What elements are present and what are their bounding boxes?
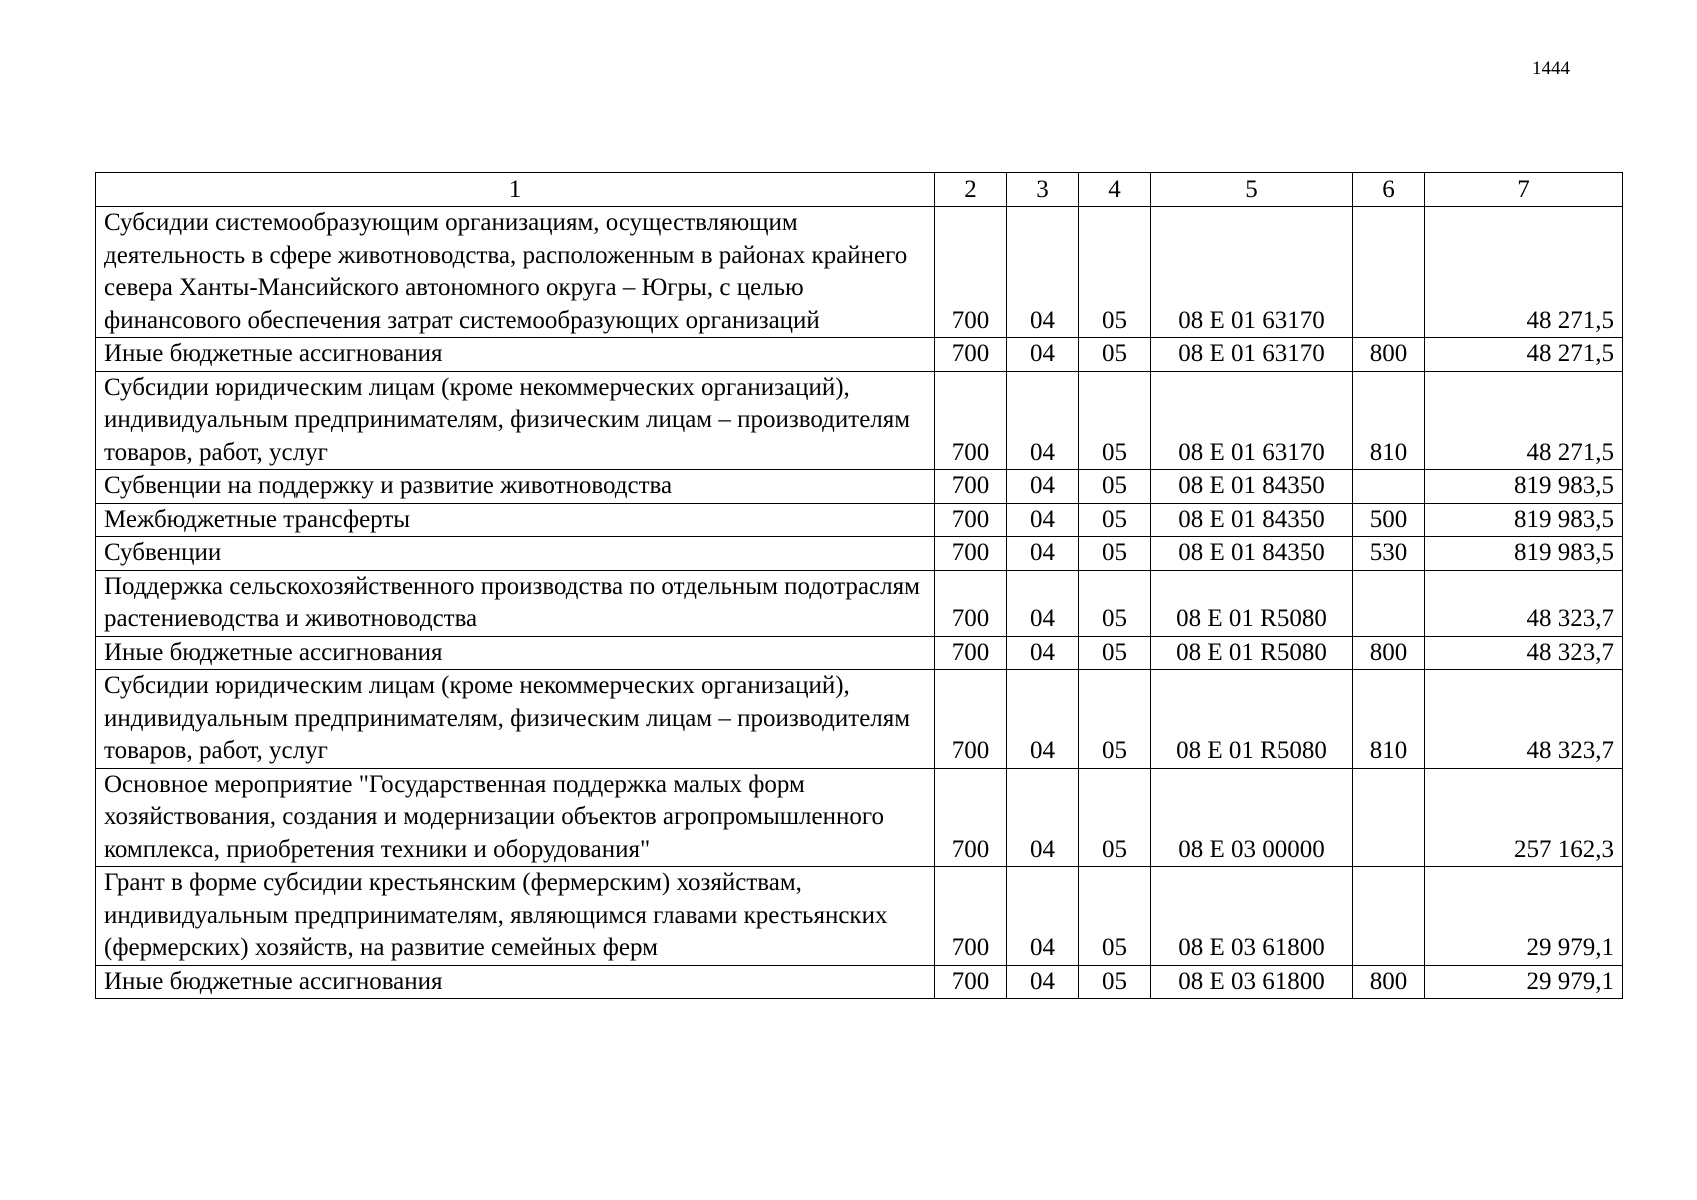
cell-amount: 819 983,5 — [1425, 537, 1623, 571]
cell-c5: 08 Е 03 00000 — [1151, 768, 1353, 867]
table-row — [96, 636, 1623, 670]
cell-c4: 05 — [1079, 503, 1151, 537]
cell-c4: 05 — [1079, 636, 1151, 670]
cell-c4: 05 — [1079, 570, 1151, 636]
cell-c3: 04 — [1007, 470, 1079, 504]
cell-c5: 08 Е 03 61800 — [1151, 965, 1353, 999]
cell-c5: 08 Е 01 84350 — [1151, 470, 1353, 504]
cell-c3: 04 — [1007, 965, 1079, 999]
table-row — [96, 670, 1623, 769]
table-row — [96, 537, 1623, 571]
cell-amount: 819 983,5 — [1425, 470, 1623, 504]
cell-c5: 08 Е 01 63170 — [1151, 207, 1353, 338]
row-description: Иные бюджетные ассигнования — [96, 965, 935, 999]
cell-c6: 800 — [1353, 965, 1425, 999]
cell-c2: 700 — [935, 768, 1007, 867]
cell-c6 — [1353, 768, 1425, 867]
cell-c3: 04 — [1007, 371, 1079, 470]
column-header: 6 — [1353, 173, 1425, 207]
table-row — [96, 570, 1623, 636]
row-description: Субвенции — [96, 537, 935, 571]
table-header-row — [96, 173, 1623, 207]
cell-c6: 810 — [1353, 670, 1425, 769]
cell-c6 — [1353, 207, 1425, 338]
row-description: Межбюджетные трансферты — [96, 503, 935, 537]
row-description: Субсидии юридическим лицам (кроме некоммерческих организаций), индивидуальным предпринимателям, физическим лицам – производителям товаров, работ, услуг — [96, 670, 935, 769]
cell-c6: 800 — [1353, 636, 1425, 670]
cell-c6: 800 — [1353, 338, 1425, 372]
row-description: Субсидии юридическим лицам (кроме некоммерческих организаций), индивидуальным предпринимателям, физическим лицам – производителям товаров, работ, услуг — [96, 371, 935, 470]
cell-amount: 48 323,7 — [1425, 570, 1623, 636]
cell-c3: 04 — [1007, 768, 1079, 867]
cell-c2: 700 — [935, 338, 1007, 372]
table-body — [96, 207, 1623, 999]
row-description: Субсидии системообразующим организациям, осуществляющим деятельность в сфере животноводства, расположенным в районах крайнего севера Ханты-Мансийского автономного округа – Югры, с целью финансового обеспечения затрат системообразующих организаций — [96, 207, 935, 338]
row-description: Грант в форме субсидии крестьянским (фермерским) хозяйствам, индивидуальным предпринимателям, являющимся главами крестьянских (фермерских) хозяйств, на развитие семейных ферм — [96, 867, 935, 966]
cell-amount: 48 271,5 — [1425, 371, 1623, 470]
cell-c3: 04 — [1007, 503, 1079, 537]
column-header: 4 — [1079, 173, 1151, 207]
cell-amount: 48 323,7 — [1425, 670, 1623, 769]
cell-amount: 48 323,7 — [1425, 636, 1623, 670]
table-row — [96, 965, 1623, 999]
cell-amount: 257 162,3 — [1425, 768, 1623, 867]
cell-c3: 04 — [1007, 636, 1079, 670]
cell-amount: 29 979,1 — [1425, 867, 1623, 966]
cell-c4: 05 — [1079, 670, 1151, 769]
table-row — [96, 470, 1623, 504]
cell-c4: 05 — [1079, 470, 1151, 504]
row-description: Поддержка сельскохозяйственного производства по отдельным подотраслям растениеводства и животноводства — [96, 570, 935, 636]
cell-c3: 04 — [1007, 338, 1079, 372]
cell-c5: 08 Е 01 63170 — [1151, 338, 1353, 372]
table-row — [96, 371, 1623, 470]
cell-c2: 700 — [935, 636, 1007, 670]
cell-c4: 05 — [1079, 371, 1151, 470]
cell-c6: 500 — [1353, 503, 1425, 537]
cell-c2: 700 — [935, 670, 1007, 769]
cell-c4: 05 — [1079, 338, 1151, 372]
cell-c3: 04 — [1007, 670, 1079, 769]
cell-c4: 05 — [1079, 537, 1151, 571]
cell-c4: 05 — [1079, 207, 1151, 338]
table-row — [96, 503, 1623, 537]
column-header: 7 — [1425, 173, 1623, 207]
cell-c2: 700 — [935, 207, 1007, 338]
cell-c2: 700 — [935, 470, 1007, 504]
table-row — [96, 768, 1623, 867]
cell-c6: 810 — [1353, 371, 1425, 470]
cell-amount: 48 271,5 — [1425, 338, 1623, 372]
cell-c4: 05 — [1079, 768, 1151, 867]
table-row — [96, 338, 1623, 372]
row-description: Основное мероприятие "Государственная поддержка малых форм хозяйствования, создания и модернизации объектов агропромышленного комплекса, приобретения техники и оборудования" — [96, 768, 935, 867]
cell-c5: 08 Е 03 61800 — [1151, 867, 1353, 966]
cell-c6 — [1353, 867, 1425, 966]
cell-c5: 08 Е 01 63170 — [1151, 371, 1353, 470]
row-description: Иные бюджетные ассигнования — [96, 636, 935, 670]
cell-amount: 48 271,5 — [1425, 207, 1623, 338]
table-row — [96, 867, 1623, 966]
column-header: 5 — [1151, 173, 1353, 207]
cell-c2: 700 — [935, 371, 1007, 470]
cell-c2: 700 — [935, 867, 1007, 966]
cell-c5: 08 Е 01 R5080 — [1151, 570, 1353, 636]
cell-c5: 08 Е 01 84350 — [1151, 503, 1353, 537]
cell-c6 — [1353, 570, 1425, 636]
page-number: 1444 — [1532, 58, 1570, 79]
column-header: 2 — [935, 173, 1007, 207]
column-header: 3 — [1007, 173, 1079, 207]
cell-c6: 530 — [1353, 537, 1425, 571]
cell-c3: 04 — [1007, 867, 1079, 966]
table-row — [96, 207, 1623, 338]
cell-c2: 700 — [935, 965, 1007, 999]
cell-c3: 04 — [1007, 570, 1079, 636]
cell-c5: 08 Е 01 84350 — [1151, 537, 1353, 571]
cell-c4: 05 — [1079, 965, 1151, 999]
budget-table — [95, 172, 1623, 999]
cell-c4: 05 — [1079, 867, 1151, 966]
cell-c3: 04 — [1007, 207, 1079, 338]
cell-c2: 700 — [935, 570, 1007, 636]
cell-c6 — [1353, 470, 1425, 504]
row-description: Субвенции на поддержку и развитие животноводства — [96, 470, 935, 504]
cell-c5: 08 Е 01 R5080 — [1151, 636, 1353, 670]
cell-amount: 29 979,1 — [1425, 965, 1623, 999]
cell-c3: 04 — [1007, 537, 1079, 571]
cell-c2: 700 — [935, 503, 1007, 537]
cell-amount: 819 983,5 — [1425, 503, 1623, 537]
cell-c5: 08 Е 01 R5080 — [1151, 670, 1353, 769]
cell-c2: 700 — [935, 537, 1007, 571]
column-header: 1 — [96, 173, 935, 207]
row-description: Иные бюджетные ассигнования — [96, 338, 935, 372]
